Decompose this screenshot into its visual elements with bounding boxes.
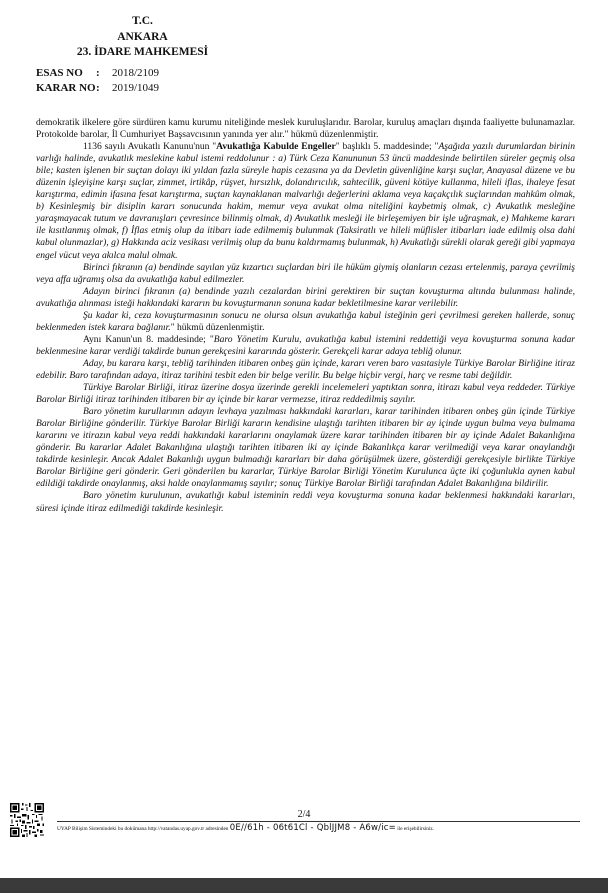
country-heading: T.C. bbox=[132, 15, 153, 27]
body-paragraph bbox=[36, 141, 575, 261]
karar-separator: : bbox=[96, 81, 100, 94]
paragraph-text: Şu kadar ki, ceza kovuşturmasının sonucu ne olursa olsun avukatlığa kabul isteğinin geri çevrilmesi gereken hallerde, sonuç beklenmeden istek karara bağlanır. bbox=[36, 309, 575, 333]
body-paragraph bbox=[36, 490, 575, 514]
esas-value: 2018/2109 bbox=[112, 67, 160, 79]
body-paragraph bbox=[36, 358, 575, 382]
esas-row bbox=[36, 66, 159, 81]
footer-note bbox=[57, 824, 587, 833]
paragraph-text: Baro yönetim kurullarının adayın levhaya yazılması hakkındaki kararları, karar tarihinden itibaren onbeş gün içinde Türkiye Barolar Birliğine gönderilir. Türkiye Barolar Birliği kararın kendisine ulaştığı tarihten itibaren bir ay içinde uygun bulma veya bulmama kararını ve itirazın kabul veya reddi hakkındaki kararlarını onaylamak üzere karar tarihinden itibaren bir ay içinde Adalet Bakanlığına gönderir. Bu kararlar Adalet Bakanlığına ulaştığı tarihten itibaren iki ay içinde Bakanlıkça karar verilmediği veya karar onaylandığı takdirde kesinleşir. Ancak Adalet Bakanlığı uygun bulmadığı kararları bir daha görüşülmek üzere, gösterdiği gerekçesiyle birlikte Türkiye Barolar Birliğine geri gönderir. Geri gönderilen bu kararlar, Türkiye Barolar Birliği Yönetim Kurulunca üçte iki çoğunlukla aynen kabul edildiği takdirde onaylanmış, aksi halde onaylanmamış sayılır; sonuç Türkiye Barolar Birliği tarafından Adalet Bakanlığına bildirilir. bbox=[36, 406, 575, 490]
paragraph-text: " hükmü düzenlenmiştir. bbox=[170, 321, 265, 333]
body-paragraph bbox=[36, 286, 575, 310]
verification-code: 0E//61h - 06t61Cl - QblJJM8 - A6w/ic= bbox=[229, 823, 396, 833]
paragraph-text: Türkiye Barolar Birliği, itiraz üzerine dosya üzerinde gerekli incelemeleri yaptıktan sonra, itirazı kabul veya reddeder. Türkiye Barolar Birliği itiraz tarihinden itibaren bir ay içinde bir karar vermezse, itiraz reddedilmiş sayılır. bbox=[36, 382, 575, 406]
paragraph-text: Aynı Kanun'un 8. maddesinde; " bbox=[83, 333, 214, 345]
document-body bbox=[36, 117, 575, 515]
emphasis-text: Avukatlığa Kabulde Engeller bbox=[216, 141, 336, 153]
court-name: 23. İDARE MAHKEMESİ bbox=[76, 46, 209, 58]
esas-separator: : bbox=[96, 67, 100, 79]
footer-divider bbox=[57, 821, 580, 822]
page-number: 2/4 bbox=[297, 809, 311, 820]
footer-suffix: ile erişebilirsiniz. bbox=[397, 826, 435, 832]
paragraph-text: 1136 sayılı Avukatlı Kanunu'nun " bbox=[83, 141, 217, 153]
footer-prefix: UYAP Bilişim Sistemindeki bu dokümana http://vatandas.uyap.gov.tr adresinden bbox=[57, 826, 229, 832]
body-paragraph bbox=[36, 117, 575, 141]
body-paragraph bbox=[36, 334, 575, 358]
paragraph-text: " başlıklı 5. maddesinde; " bbox=[335, 141, 439, 153]
city-heading: ANKARA bbox=[117, 30, 168, 43]
body-paragraph bbox=[36, 310, 575, 334]
body-paragraph bbox=[36, 382, 575, 406]
body-paragraph bbox=[36, 406, 575, 490]
body-paragraph bbox=[36, 262, 575, 286]
paragraph-text: Baro yönetim kurulunun, avukatlığı kabul isteminin reddi veya kovuşturma sonuna kadar beklenmesi hakkındaki kararları, süresi içinde itiraz edilmediği takdirde kesinleşir. bbox=[36, 490, 575, 514]
court-header bbox=[0, 14, 285, 61]
case-reference bbox=[36, 66, 159, 95]
karar-value: 2019/1049 bbox=[112, 81, 160, 94]
paragraph-text: demokratik ilkelere göre sürdüren kamu kurumu niteliğinde meslek kuruluşlarıdır. Barolar, kuruluş amaçları dışında faaliyette bulunamazlar. Protokolde barolar, İl Cumhuriyet Başsavcısının yanında yer alır." hükmü düzenlenmiştir. bbox=[36, 117, 575, 141]
paragraph-text: Aşağıda yazılı durumlardan birinin varlığı halinde, avukatlık meslekine kabul istemi reddolunur : a) Türk Ceza Kanununun 53 üncü maddesinde belirtilen süreler geçmiş olsa bile; kasten işlenen bir suçtan dolayı iki yıldan fazla süreyle hapis cezasına ya da Devletin güvenliğine karşı suçlar, Anayasal düzene ve bu düzenin işleyişine karşı suçlar, zimmet, irtikâp, rüşvet, hırsızlık, dolandırıcılık, sahtecilik, güveni kötüye kullanma, hileli iflas, ihaleye fesat karıştırma, edimin ifasına fesat karıştırma, suçtan kaynaklanan malvarlığı değerlerini aklama veya kaçakçılık suçlarından mahkûm olmak, b) Kesinleşmiş bir disiplin kararı sonucunda hakim, memur veya avukat olma niteliğini kaybetmiş olmak, c) Avukatlık mesleğine yaraşmayacak tutum ve davranışları çevresince bilinmiş olmak, d) Avukatlık mesleği ile birleşemiyen bir işle uğraşmak, e) Mahkeme kararı ile kısıtlanmış olmak, f) İflas etmiş olup da itibarı iade edilmemiş bulunmak (Taksiratlı ve hileli müflisler itibarları iade edilmiş olsa dahi kabul olunmazlar), g) Hakkında aciz vesikası verilmiş olup da bunu kaldırmamış bulunmak, h) Avukatlığı sürekli olarak gereği gibi yapmaya engel vücut veya akılca malul olmak. bbox=[36, 141, 575, 261]
karar-row bbox=[36, 81, 159, 96]
paragraph-text: Aday, bu karara karşı, tebliğ tarihinden itibaren onbeş gün içinde, kararı veren baro vasıtasiyle Türkiye Barolar Birliğine itiraz edebilir. Baro tarafından adaya, itiraz tarihini tesbit eden bir belge verilir. Bu belge hiçbir vergi, harç ve resme tabi değildir. bbox=[36, 357, 575, 381]
paragraph-text: Adayın birinci fıkranın (a) bendinde yazılı cezalardan birini gerektiren bir suçtan kovuşturma altında bulunması halinde, avukatlığa alınması isteği hakkındaki kararın bu kovuşturmanın sonuna kadar bekletilmesine karar verilebilir. bbox=[36, 285, 575, 309]
esas-label: ESAS NO bbox=[36, 67, 83, 79]
karar-label: KARAR NO bbox=[36, 81, 96, 94]
viewer-bottom-bar bbox=[0, 878, 608, 893]
paragraph-text: Birinci fıkranın (a) bendinde sayılan yüz kızartıcı suçlardan biri ile hüküm giymiş olanların cezası ertelenmiş, paraya çevrilmiş veya affa uğramış olsa da avukatlığa kabul edilmezler. bbox=[36, 261, 575, 285]
paragraph-text: Baro Yönetim Kurulu, avukatlığa kabul istemini reddettiği veya kovuşturma sonuna kadar beklenmesine karar verdiği takdirde bunun gerekçesini kararında gösterir. Gerekçeli karar adaya tebliğ olunur. bbox=[36, 333, 576, 357]
